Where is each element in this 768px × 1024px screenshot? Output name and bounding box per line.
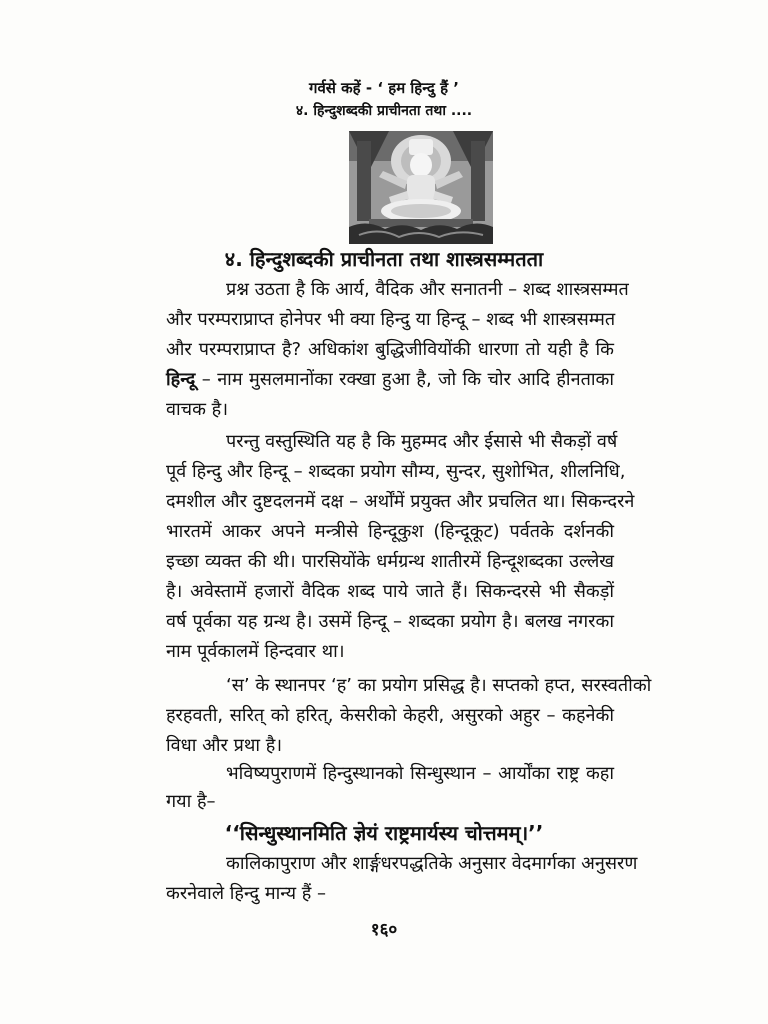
running-subtitle: ४. हिन्दुशब्दकी प्राचीनता तथा .... — [295, 103, 473, 119]
paragraph-1-line-1: प्रश्न उठता है कि आर्य, वैदिक और सनातनी – शब्द शास्त्रसम्मत — [226, 279, 629, 300]
running-title: गर्वसे कहें - ‘ हम हिन्दु हैं ’ — [309, 79, 459, 97]
paragraph-3-line-1: ‘स’ के स्थानपर ‘ह’ का प्रयोग प्रसिद्ध है। सप्तको हप्त, सरस्वतीको — [226, 675, 652, 696]
paragraph-2-line-3: दमशील और दुष्टदलनमें दक्ष – अर्थोंमें प्रयुक्त और प्रचलित था। सिकन्दरने — [166, 491, 635, 512]
paragraph-1-line-4 — [166, 367, 614, 393]
page-number: १६० — [370, 920, 398, 940]
chapter-heading: ४. हिन्दुशब्दकी प्राचीनता तथा शास्त्रसम्मतता — [224, 247, 544, 271]
paragraph-3-line-3: विधा और प्रथा है। — [166, 735, 283, 756]
paragraph-2-line-1: परन्तु वस्तुस्थिति यह है कि मुहम्मद और ईसासे भी सैकड़ों वर्ष — [226, 431, 618, 452]
paragraph-4-line-1: भविष्यपुराणमें हिन्दुस्थानको सिन्धुस्थान – आर्योंका राष्ट्र कहा — [226, 763, 614, 784]
paragraph-4-line-2: गया है– — [166, 791, 216, 812]
paragraph-5-line-1: कालिकापुराण और शार्ङ्गधरपद्धतिके अनुसार वेदमार्गका अनुसरण — [226, 853, 638, 874]
paragraph-1-line-3: और परम्पराप्राप्त है? अधिकांश बुद्धिजीवियोंकी धारणा तो यही है कि — [166, 339, 614, 360]
paragraph-2-line-4: भारतमें आकर अपने मन्त्रीसे हिन्दूकुश (हिन्दूकूट) पर्वतके दर्शनकी — [166, 521, 614, 542]
paragraph-2-line-2: पूर्व हिन्दु और हिन्दू – शब्दका प्रयोग सौम्य, सुन्दर, सुशोभित, शीलनिधि, — [166, 461, 626, 482]
paragraph-5-line-2: करनेवाले हिन्दु मान्य हैं – — [166, 883, 327, 904]
paragraph-1-line-2: और परम्पराप्राप्त होनेपर भी क्या हिन्दु या हिन्दू – शब्द भी शास्त्रसम्मत — [166, 309, 616, 330]
paragraph-1-line-4-text: – नाम मुसलमानोंका रक्खा हुआ है, जो कि चोर आदि हीनताका — [195, 369, 614, 390]
paragraph-1-line-5: वाचक है। — [166, 399, 229, 420]
paragraph-2-line-8: नाम पूर्वकालमें हिन्दवार था। — [166, 641, 345, 662]
seated-deity-illustration — [349, 131, 493, 244]
deity-illustration-icon — [349, 131, 493, 244]
paragraph-3-line-2: हरहवती, सरित् को हरित्, केसरीको केहरी, असुरको अहुर – कहनेकी — [166, 705, 614, 726]
paragraph-2-line-6: है। अवेस्तामें हजारों वैदिक शब्द पाये जाते हैं। सिकन्दरसे भी सैकड़ों — [166, 581, 614, 602]
paragraph-2-line-5: इच्छा व्यक्त की थी। पारसियोंके धर्मग्रन्थ शातीरमें हिन्दूशब्दका उल्लेख — [166, 551, 614, 572]
sanskrit-verse: ‘‘सिन्धुस्थानमिति ज्ञेयं राष्ट्रमार्यस्य चोत्तमम्।’’ — [224, 821, 544, 845]
paragraph-2-line-7: वर्ष पूर्वका यह ग्रन्थ है। उसमें हिन्दू – शब्दका प्रयोग है। बलख नगरका — [166, 611, 614, 632]
emphasized-word: हिन्दू — [166, 369, 196, 390]
